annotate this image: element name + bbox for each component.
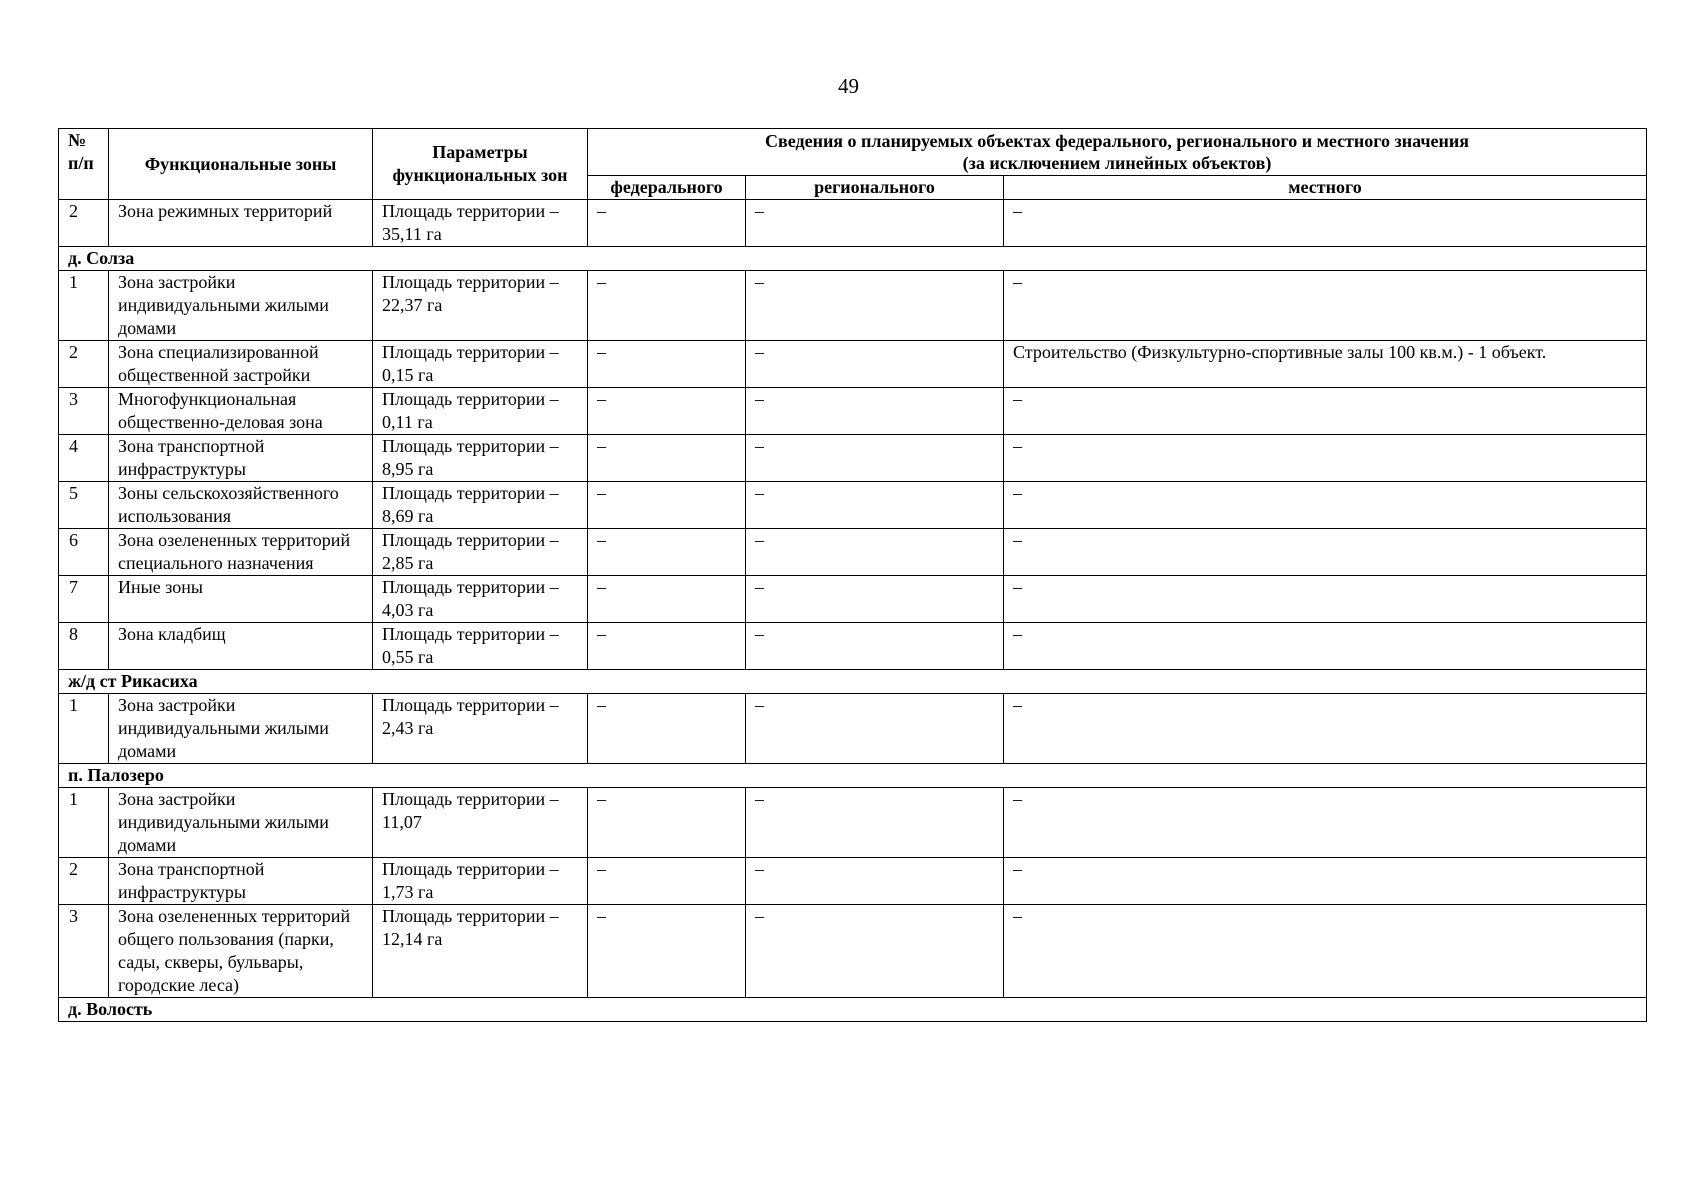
row-regional: – [746,341,1004,388]
header-planned-objects-line1: Сведения о планируемых объектах федерального, регионального и местного значения [765,131,1469,151]
row-param: Площадь территории – 22,37 га [373,271,588,341]
row-param: Площадь территории – 11,07 [373,788,588,858]
row-zone: Многофункциональная общественно-деловая зона [109,388,373,435]
row-number: 3 [59,905,109,998]
row-local: – [1004,788,1647,858]
row-param: Площадь территории – 2,85 га [373,529,588,576]
row-federal: – [588,905,746,998]
table-row [59,341,1647,388]
table-row [59,788,1647,858]
planned-objects-table [58,128,1647,1022]
row-federal: – [588,482,746,529]
row-regional: – [746,271,1004,341]
table-row [59,858,1647,905]
row-zone: Иные зоны [109,576,373,623]
header-local: местного [1004,176,1647,200]
row-federal: – [588,858,746,905]
row-local: – [1004,694,1647,764]
table-row [59,435,1647,482]
row-number: 4 [59,435,109,482]
header-params: Параметры функциональных зон [373,129,588,200]
row-regional: – [746,623,1004,670]
table-row [59,271,1647,341]
table-row [59,529,1647,576]
row-param: Площадь территории – 4,03 га [373,576,588,623]
row-regional: – [746,694,1004,764]
row-zone: Зона режимных территорий [109,200,373,247]
row-zone: Зона озелененных территорий общего пользования (парки, сады, скверы, бульвары, городские леса) [109,905,373,998]
table-row [59,905,1647,998]
row-regional: – [746,482,1004,529]
row-regional: – [746,905,1004,998]
page-number: 49 [838,74,859,98]
section-title: ж/д ст Рикасиха [59,670,1647,694]
row-federal: – [588,200,746,247]
table-body [59,200,1647,1022]
row-number: 1 [59,788,109,858]
row-local: Строительство (Физкультурно-спортивные залы 100 кв.м.) - 1 объект. [1004,341,1647,388]
row-regional: – [746,435,1004,482]
row-federal: – [588,694,746,764]
row-local: – [1004,905,1647,998]
row-local: – [1004,482,1647,529]
row-federal: – [588,529,746,576]
row-federal: – [588,388,746,435]
row-param: Площадь территории – 0,11 га [373,388,588,435]
table-row [59,388,1647,435]
row-param: Площадь территории – 0,15 га [373,341,588,388]
table-row [59,623,1647,670]
table-row [59,576,1647,623]
table-row [59,200,1647,247]
row-regional: – [746,858,1004,905]
row-regional: – [746,388,1004,435]
row-local: – [1004,529,1647,576]
row-param: Площадь территории – 0,55 га [373,623,588,670]
row-param: Площадь территории – 12,14 га [373,905,588,998]
row-zone: Зона застройки индивидуальными жилыми домами [109,694,373,764]
row-zone: Зона озелененных территорий специального назначения [109,529,373,576]
row-federal: – [588,623,746,670]
row-regional: – [746,576,1004,623]
row-number: 7 [59,576,109,623]
row-federal: – [588,576,746,623]
row-local: – [1004,435,1647,482]
section-title: д. Волость [59,998,1647,1022]
row-federal: – [588,435,746,482]
row-param: Площадь территории – 8,69 га [373,482,588,529]
section-title: д. Солза [59,247,1647,271]
header-federal: федерального [588,176,746,200]
header-planned-objects [588,129,1647,176]
section-row [59,998,1647,1022]
table-row [59,482,1647,529]
row-zone: Зона кладбищ [109,623,373,670]
row-number: 2 [59,341,109,388]
row-number: 6 [59,529,109,576]
header-planned-objects-line2: (за исключением линейных объектов) [962,153,1272,173]
row-local: – [1004,858,1647,905]
row-zone: Зона застройки индивидуальными жилыми домами [109,788,373,858]
row-local: – [1004,576,1647,623]
row-number: 1 [59,271,109,341]
row-regional: – [746,788,1004,858]
row-federal: – [588,788,746,858]
row-zone: Зона транспортной инфраструктуры [109,858,373,905]
row-number: 2 [59,200,109,247]
row-regional: – [746,529,1004,576]
row-number: 1 [59,694,109,764]
row-number: 5 [59,482,109,529]
table-row [59,694,1647,764]
row-number: 3 [59,388,109,435]
row-federal: – [588,271,746,341]
section-row [59,247,1647,271]
row-zone: Зона специализированной общественной застройки [109,341,373,388]
row-param: Площадь территории – 8,95 га [373,435,588,482]
row-param: Площадь территории – 35,11 га [373,200,588,247]
row-zone: Зона транспортной инфраструктуры [109,435,373,482]
header-regional: регионального [746,176,1004,200]
row-zone: Зона застройки индивидуальными жилыми домами [109,271,373,341]
row-number: 8 [59,623,109,670]
section-row [59,670,1647,694]
row-federal: – [588,341,746,388]
row-param: Площадь территории – 1,73 га [373,858,588,905]
row-param: Площадь территории – 2,43 га [373,694,588,764]
header-zones: Функциональные зоны [109,129,373,200]
row-local: – [1004,271,1647,341]
row-number: 2 [59,858,109,905]
section-row [59,764,1647,788]
row-local: – [1004,200,1647,247]
row-local: – [1004,623,1647,670]
row-regional: – [746,200,1004,247]
section-title: п. Палозеро [59,764,1647,788]
row-zone: Зоны сельскохозяйственного использования [109,482,373,529]
row-local: – [1004,388,1647,435]
header-number: № п/п [59,129,109,200]
